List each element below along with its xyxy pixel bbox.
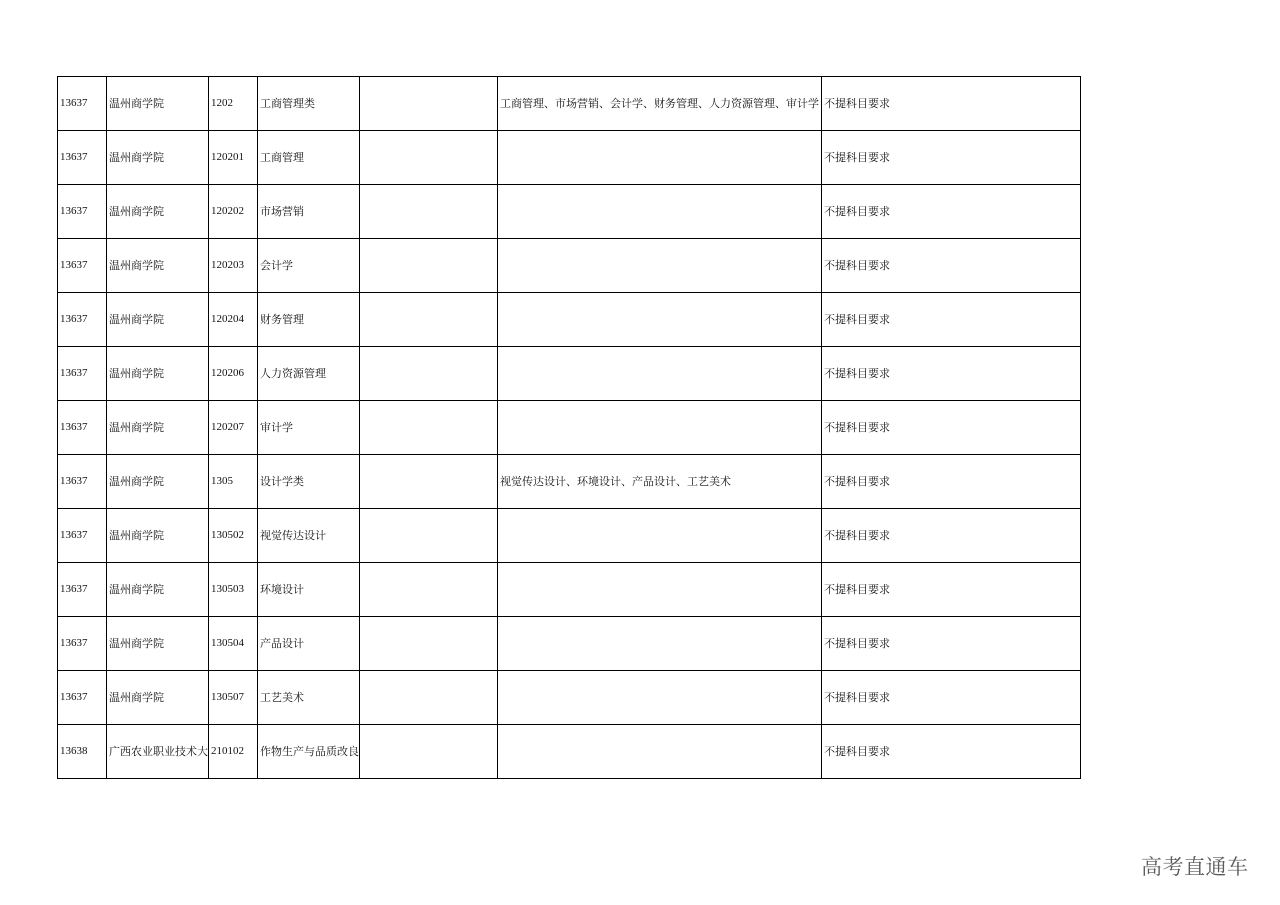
cell-major-name: 会计学 xyxy=(258,239,360,293)
cell-school-code: 13637 xyxy=(58,347,107,401)
cell-blank xyxy=(360,725,498,779)
cell-major-code: 120206 xyxy=(209,347,258,401)
table-row xyxy=(58,725,1081,779)
cell-blank xyxy=(360,401,498,455)
cell-school-name: 温州商学院 xyxy=(107,455,209,509)
cell-subject-requirement: 不提科目要求 xyxy=(822,131,1081,185)
cell-school-code: 13637 xyxy=(58,401,107,455)
table-row xyxy=(58,563,1081,617)
cell-blank xyxy=(360,671,498,725)
table-row xyxy=(58,239,1081,293)
cell-subject-requirement: 不提科目要求 xyxy=(822,401,1081,455)
cell-major-name: 工艺美术 xyxy=(258,671,360,725)
cell-school-name: 广西农业职业技术大 xyxy=(107,725,209,779)
cell-major-code: 130507 xyxy=(209,671,258,725)
cell-blank xyxy=(360,239,498,293)
cell-blank xyxy=(360,563,498,617)
cell-included-majors: 视觉传达设计、环境设计、产品设计、工艺美术 xyxy=(498,455,822,509)
cell-subject-requirement: 不提科目要求 xyxy=(822,77,1081,131)
cell-included-majors xyxy=(498,185,822,239)
cell-school-code: 13637 xyxy=(58,509,107,563)
cell-school-name: 温州商学院 xyxy=(107,347,209,401)
cell-major-code: 120207 xyxy=(209,401,258,455)
cell-school-name: 温州商学院 xyxy=(107,131,209,185)
cell-included-majors xyxy=(498,131,822,185)
cell-school-name: 温州商学院 xyxy=(107,239,209,293)
cell-major-name: 人力资源管理 xyxy=(258,347,360,401)
table-row xyxy=(58,293,1081,347)
cell-school-name: 温州商学院 xyxy=(107,509,209,563)
cell-school-name: 温州商学院 xyxy=(107,671,209,725)
table-row xyxy=(58,455,1081,509)
cell-subject-requirement: 不提科目要求 xyxy=(822,347,1081,401)
cell-school-code: 13637 xyxy=(58,455,107,509)
cell-school-name: 温州商学院 xyxy=(107,293,209,347)
cell-blank xyxy=(360,131,498,185)
cell-major-name: 财务管理 xyxy=(258,293,360,347)
cell-school-name: 温州商学院 xyxy=(107,401,209,455)
cell-major-name: 市场营销 xyxy=(258,185,360,239)
cell-included-majors xyxy=(498,401,822,455)
table-row xyxy=(58,671,1081,725)
cell-subject-requirement: 不提科目要求 xyxy=(822,563,1081,617)
table-row xyxy=(58,347,1081,401)
cell-school-code: 13637 xyxy=(58,77,107,131)
cell-major-code: 1305 xyxy=(209,455,258,509)
cell-major-name: 视觉传达设计 xyxy=(258,509,360,563)
cell-included-majors xyxy=(498,563,822,617)
cell-school-code: 13637 xyxy=(58,671,107,725)
cell-major-code: 120203 xyxy=(209,239,258,293)
cell-major-code: 210102 xyxy=(209,725,258,779)
cell-included-majors xyxy=(498,509,822,563)
cell-subject-requirement: 不提科目要求 xyxy=(822,617,1081,671)
table-row xyxy=(58,401,1081,455)
cell-subject-requirement: 不提科目要求 xyxy=(822,455,1081,509)
cell-school-code: 13637 xyxy=(58,239,107,293)
cell-blank xyxy=(360,77,498,131)
cell-included-majors xyxy=(498,725,822,779)
table-body xyxy=(58,77,1081,779)
cell-school-name: 温州商学院 xyxy=(107,185,209,239)
cell-school-name: 温州商学院 xyxy=(107,617,209,671)
table-row xyxy=(58,185,1081,239)
cell-included-majors xyxy=(498,347,822,401)
cell-major-code: 120201 xyxy=(209,131,258,185)
table-row xyxy=(58,509,1081,563)
table-row xyxy=(58,131,1081,185)
cell-blank xyxy=(360,455,498,509)
cell-major-name: 设计学类 xyxy=(258,455,360,509)
cell-school-code: 13637 xyxy=(58,293,107,347)
watermark-text: 高考直通车 xyxy=(1141,855,1249,879)
cell-major-name: 审计学 xyxy=(258,401,360,455)
cell-school-code: 13637 xyxy=(58,563,107,617)
cell-blank xyxy=(360,509,498,563)
cell-major-name: 产品设计 xyxy=(258,617,360,671)
cell-school-code: 13638 xyxy=(58,725,107,779)
cell-major-code: 1202 xyxy=(209,77,258,131)
cell-included-majors xyxy=(498,617,822,671)
cell-school-code: 13637 xyxy=(58,617,107,671)
cell-subject-requirement: 不提科目要求 xyxy=(822,725,1081,779)
cell-major-code: 130503 xyxy=(209,563,258,617)
cell-blank xyxy=(360,185,498,239)
cell-subject-requirement: 不提科目要求 xyxy=(822,671,1081,725)
cell-included-majors xyxy=(498,293,822,347)
cell-major-name: 环境设计 xyxy=(258,563,360,617)
cell-school-code: 13637 xyxy=(58,185,107,239)
cell-school-code: 13637 xyxy=(58,131,107,185)
table-row xyxy=(58,77,1081,131)
cell-blank xyxy=(360,617,498,671)
cell-included-majors xyxy=(498,671,822,725)
cell-school-name: 温州商学院 xyxy=(107,77,209,131)
cell-subject-requirement: 不提科目要求 xyxy=(822,509,1081,563)
cell-included-majors: 工商管理、市场营销、会计学、财务管理、人力资源管理、审计学 xyxy=(498,77,822,131)
cell-subject-requirement: 不提科目要求 xyxy=(822,185,1081,239)
cell-subject-requirement: 不提科目要求 xyxy=(822,239,1081,293)
cell-major-code: 130502 xyxy=(209,509,258,563)
cell-blank xyxy=(360,293,498,347)
table-row xyxy=(58,617,1081,671)
cell-major-code: 130504 xyxy=(209,617,258,671)
cell-major-code: 120202 xyxy=(209,185,258,239)
cell-blank xyxy=(360,347,498,401)
cell-school-name: 温州商学院 xyxy=(107,563,209,617)
cell-included-majors xyxy=(498,239,822,293)
cell-major-name: 作物生产与品质改良 xyxy=(258,725,360,779)
cell-major-name: 工商管理类 xyxy=(258,77,360,131)
cell-subject-requirement: 不提科目要求 xyxy=(822,293,1081,347)
cell-major-name: 工商管理 xyxy=(258,131,360,185)
cell-major-code: 120204 xyxy=(209,293,258,347)
subject-requirements-table xyxy=(57,76,1081,779)
